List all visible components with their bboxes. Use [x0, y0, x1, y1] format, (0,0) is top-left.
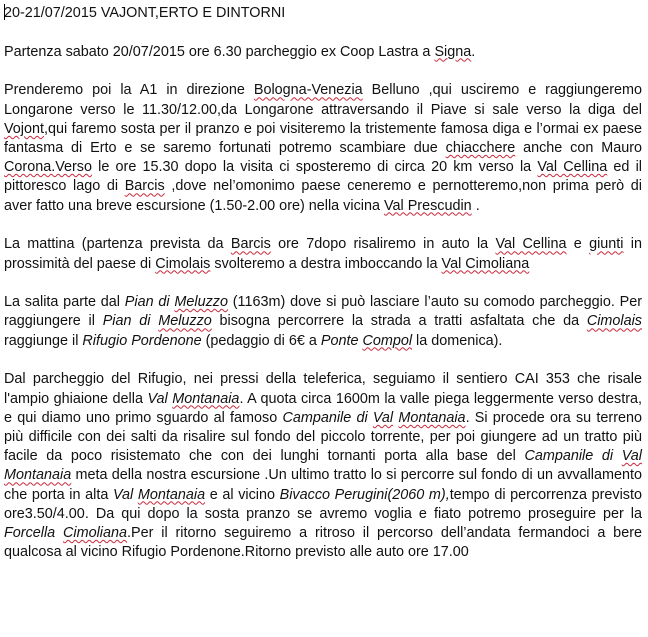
italic-span: Bivacco Perugini(2060 m), [279, 486, 450, 503]
spellcheck-word: Val Cellina [495, 236, 567, 253]
text-span: raggiunge il [4, 332, 83, 349]
paragraph-ascent-start [4, 293, 642, 351]
text-span: in prossimità del paese di [4, 236, 642, 272]
spellcheck-word: giunti [589, 236, 624, 253]
spellcheck-word: Val Cellina [537, 159, 608, 176]
text-span: . [471, 43, 476, 60]
text-span: e [566, 236, 590, 253]
text-span: meta della nostra escursione .Un ultimo tratto lo si percorre sul fondo di un avvallamento che porta in alta [4, 467, 642, 503]
spellcheck-word: Cimoliana [63, 524, 128, 541]
title-text: 20-21/07/2015 VAJONT,ERTO E DINTORNI [4, 5, 286, 21]
spellcheck-word: Montanaia [137, 486, 206, 503]
paragraph-route [4, 370, 642, 562]
spellcheck-word: Meluzzo [174, 294, 228, 311]
text-span: e al vicino [205, 486, 280, 503]
text-span: Partenza sabato 20/07/2015 ore 6.30 parcheggio ex Coop Lastra a [4, 43, 435, 60]
italic-span: Val [112, 486, 138, 503]
text-span: ,dove nel’omonimo paese ceneremo e pernotteremo,non prima però di aver fatto una breve escursione (1.50-2.00 ore) nella vicina [4, 178, 642, 214]
spellcheck-word: Barcis [124, 178, 165, 195]
text-span: . Si procede ora su terreno più difficile con dei salti da risalire sul fondo del piccolo torrente, per poi giungere ad un tratto più facile da poco risistemato che con dei lunghi tornanti porta alla base del [4, 409, 642, 465]
italic-span: Rifugio Pordenone [82, 332, 202, 349]
spellcheck-word: Val [372, 409, 394, 426]
text-span: La mattina (partenza prevista da [4, 236, 231, 253]
italic-span: Campanile di [282, 409, 373, 426]
spellcheck-word: Meluzzo [158, 313, 212, 330]
spellcheck-word: Barcis [230, 236, 271, 253]
spellcheck-word: Val [621, 448, 642, 465]
text-span: (pedaggio di 6€ a [201, 332, 321, 349]
italic-span: Val [147, 390, 173, 407]
italic-span: Pian di [102, 313, 159, 330]
paragraph-departure [4, 43, 642, 62]
spellcheck-word: Signa [434, 43, 472, 60]
italic-span: Ponte [320, 332, 363, 349]
italic-span: Forcella [4, 524, 64, 541]
spellcheck-word: Vojont [4, 120, 45, 137]
spellcheck-word: chiacchere [445, 140, 516, 157]
paragraph-morning [4, 235, 642, 273]
text-span: la domenica). [412, 332, 503, 349]
spellcheck-word: Cimolais [155, 255, 211, 272]
text-span: ore 7dopo risaliremo in auto la [270, 236, 496, 253]
text-span: .Per il ritorno seguiremo a ritroso il percorso dell’andata fermandoci a bere qualcosa al vicino Rifugio Pordenone.Ritorno previsto alle auto ore 17.00 [4, 524, 642, 561]
text-span: bisogna percorrere la strada a tratti asfaltata che da [211, 313, 587, 330]
document-title [4, 4, 642, 23]
paragraph-itinerary-day1 [4, 81, 642, 215]
italic-span: Campanile di [524, 448, 622, 465]
spellcheck-word: Corona.Verso [4, 159, 92, 176]
italic-span: Pian di [124, 294, 175, 311]
text-span: Dal parcheggio del Rifugio, nei pressi della teleferica, seguiamo il sentiero CAI 353 che risale l'ampio ghiaione della [4, 371, 642, 407]
spellcheck-word: Val Cimoliana [441, 255, 530, 272]
text-span: (1163m) dove si può lasciare l’auto su comodo parcheggio. Per raggiungere il [4, 294, 643, 330]
text-span: ,qui faremo sosta per il pranzo e poi visiteremo la tristemente famosa diga e l’ormai ex paese fantasma di Erto e se saremo fortunati potremo scambiare due [4, 120, 642, 157]
spellcheck-word: Montanaia [4, 467, 72, 484]
spellcheck-word: Compol [362, 332, 413, 349]
text-span: anche con Mauro [515, 140, 642, 157]
text-span: La salita parte dal [4, 294, 125, 311]
text-span: . A quota circa 1600m la valle piega leggermente verso destra, e qui diamo uno primo sguardo al famoso [4, 390, 643, 426]
text-span: tempo di percorrenza previsto ore3.50/4.00. Da qui dopo la sosta pranzo se avremo voglia e fiato potremo proseguire per la [4, 486, 642, 522]
spellcheck-word: Montanaia [398, 409, 466, 426]
text-span: Prenderemo poi la A1 in direzione [4, 82, 254, 99]
text-span: le ore 15.30 dopo la visita ci sposteremo di circa 20 km verso la [92, 159, 538, 176]
text-span: Belluno ,qui usciremo e raggiungeremo Longarone verso le 11.30/12.00,da Longarone attraversando il Piave si sale verso la diga del [4, 82, 642, 118]
text-span: . [471, 197, 480, 214]
text-span: svolteremo a destra imboccando la [210, 255, 442, 272]
spellcheck-word: Bologna-Venezia [253, 82, 363, 99]
text-span: ed il pittoresco lago di [4, 159, 642, 195]
spellcheck-word: Montanaia [172, 390, 240, 407]
spellcheck-word: Val Prescudin [383, 197, 472, 214]
spellcheck-word: Cimolais [586, 313, 643, 330]
